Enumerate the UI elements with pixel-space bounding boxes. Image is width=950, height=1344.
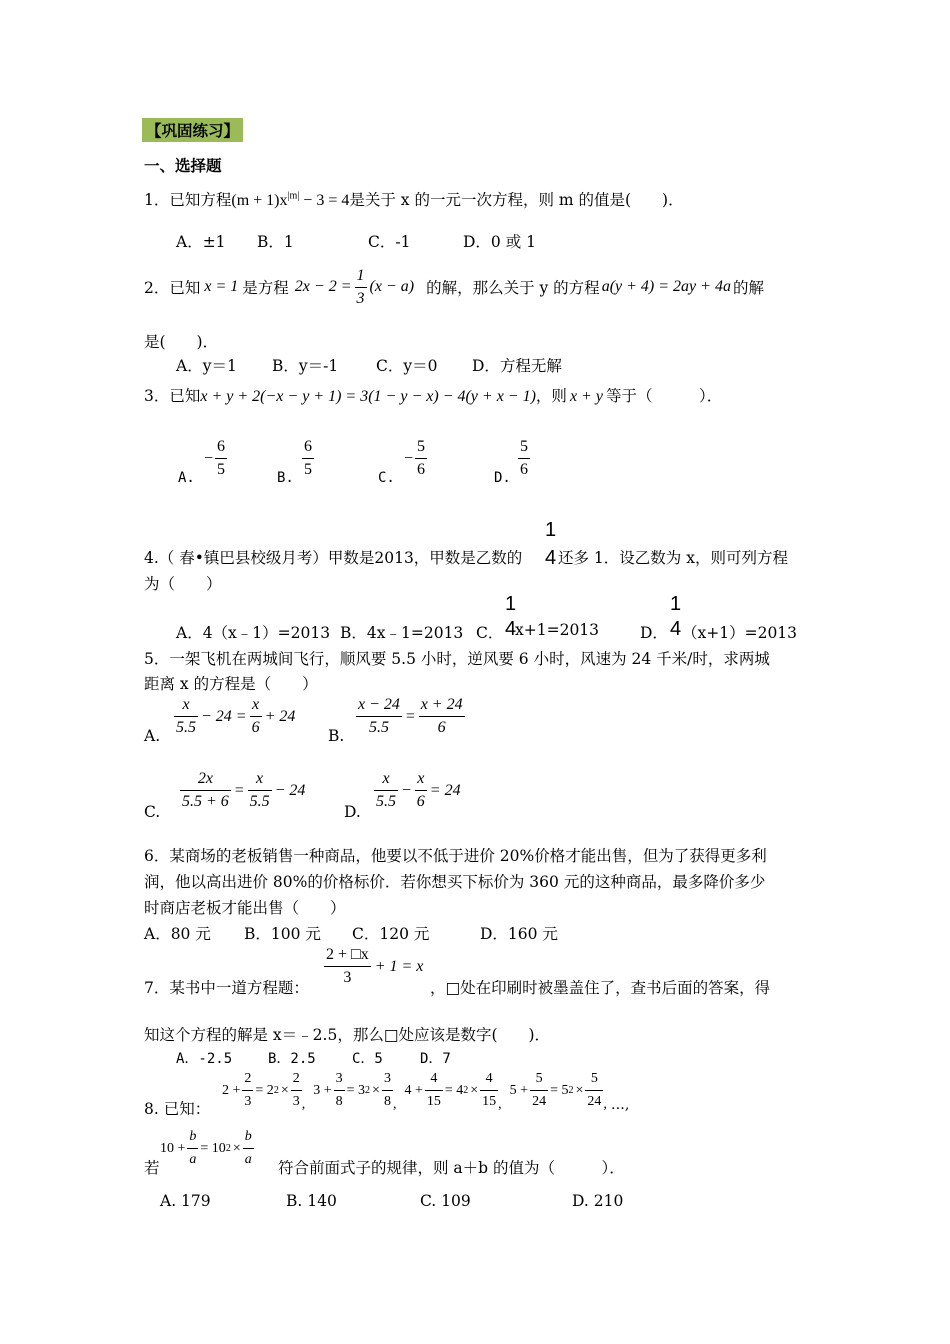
q2-option-a[interactable]: A．y＝1 bbox=[176, 357, 237, 375]
q2-option-b[interactable]: B．y＝-1 bbox=[272, 357, 339, 375]
q8-condition: 10 + $\frac{b}{a}$ = 10 2 × $\frac{b}{a}$ bbox=[160, 1126, 254, 1171]
q5-option-b[interactable]: $\frac{x - 24}{5.5}$ = $\frac{x + 24}{6}$ bbox=[358, 696, 463, 736]
q2-line2: 是( )． bbox=[144, 333, 219, 351]
q8-term: 5 + $\frac{5}{24}$ = 5 2 × $\frac{5}{24}$ , bbox=[510, 1068, 607, 1113]
q6-option-d[interactable]: D．160 元 bbox=[480, 925, 558, 943]
q4-fraction-den: 4 bbox=[545, 547, 557, 569]
q7-option-a[interactable]: A．-2.5 bbox=[176, 1051, 233, 1067]
q5-option-c[interactable]: $\frac{2x}{5.5 + 6}$ = $\frac{x}{5.5}$ − 24 bbox=[182, 770, 306, 810]
q1-equation: $(m + 1)x^{|m|} - 3 = 4$ bbox=[231, 190, 350, 209]
q4-option-b[interactable]: B．4x﹣1=2013 bbox=[340, 624, 464, 642]
q8-option-d[interactable]: D. 210 bbox=[572, 1192, 624, 1210]
q4-option-c-den: 4 bbox=[505, 618, 517, 640]
q3-option-c-label[interactable]: C. bbox=[378, 470, 395, 486]
q5-option-d-label[interactable]: D. bbox=[344, 803, 361, 821]
q5-option-d[interactable]: $\frac{x}{5.5}$ − $\frac{x}{6}$ = 24 bbox=[376, 770, 461, 810]
q5-option-a-label[interactable]: A. bbox=[144, 727, 161, 745]
q4-option-d-post[interactable]: （x+1）=2013 bbox=[682, 624, 798, 642]
q8-term: 3 + $\frac{3}{8}$ = 3 2 × $\frac{3}{8}$ , bbox=[313, 1068, 396, 1113]
q7-equation: $\frac{2 + □x}{3}$ + 1 = x bbox=[326, 946, 424, 986]
q7-post: ，□处在印刷时被墨盖住了，查书后面的答案，得 bbox=[430, 979, 771, 997]
q6-option-c[interactable]: C．120 元 bbox=[352, 925, 430, 943]
q7-option-b[interactable]: B．2.5 bbox=[268, 1051, 316, 1067]
q8-option-a[interactable]: A. 179 bbox=[160, 1192, 211, 1210]
q4-option-a[interactable]: A．4（x﹣1）=2013 bbox=[176, 624, 331, 642]
q7-option-c[interactable]: C．5 bbox=[352, 1051, 383, 1067]
q5-line1: 5．一架飞机在两城间飞行，顺风要 5.5 小时，逆风要 6 小时，风速为 24 千米/时，求两城 bbox=[144, 650, 770, 668]
q4-line1-post: 还多 1．设乙数为 x，则可列方程 bbox=[558, 549, 788, 567]
q7-line2: 知这个方程的解是 x＝﹣2.5，那么□处应该是数字( )． bbox=[144, 1026, 551, 1044]
q4-option-d-num: 1 bbox=[670, 593, 682, 615]
q8-option-c[interactable]: C. 109 bbox=[420, 1192, 471, 1210]
q5-option-c-label[interactable]: C. bbox=[144, 803, 161, 821]
q4-option-d-pre[interactable]: D． bbox=[640, 624, 668, 642]
q1-option-d[interactable]: D．0 或 1 bbox=[463, 233, 537, 251]
section-title: 一、选择题 bbox=[144, 156, 222, 175]
q5-option-a[interactable]: $\frac{x}{5.5}$ − 24 = $\frac{x}{6}$ + 24 bbox=[176, 696, 296, 736]
q8-term: 2 + $\frac{2}{3}$ = 2 2 × $\frac{2}{3}$ , bbox=[222, 1068, 305, 1113]
q4-line2: 为（ ） bbox=[144, 575, 222, 593]
q8-term: 4 + $\frac{4}{15}$ = 4 2 × $\frac{4}{15}$ , bbox=[404, 1068, 501, 1113]
q3-option-b-label[interactable]: B. bbox=[277, 470, 294, 486]
q2-option-c[interactable]: C．y＝0 bbox=[376, 357, 438, 375]
question-3: 3．已知x + y + 2(−x − y + 1) = 3(1 − y − x) − 4(y + x − 1)，则 x + y 等于（ ）． bbox=[144, 387, 723, 405]
q6-option-a[interactable]: A．80 元 bbox=[144, 925, 211, 943]
q8-ruo: 若 bbox=[144, 1159, 160, 1177]
q6-line3: 时商店老板才能出售（ ） bbox=[144, 899, 346, 917]
q1-option-a[interactable]: A．±1 bbox=[176, 233, 226, 251]
q1-option-b[interactable]: B．1 bbox=[257, 233, 294, 251]
q3-option-d-label[interactable]: D. bbox=[494, 470, 511, 486]
q3-option-a[interactable]: − $\frac{6}{5}$ bbox=[204, 438, 226, 478]
q2-equation: 2x − 2 = $\frac{1}{3}$ (x − a) bbox=[294, 266, 415, 307]
q3-equation: x + y + 2(−x − y + 1) = 3(1 − y − x) − 4(y + x − 1) bbox=[200, 388, 536, 405]
q8-pre: 8. 已知： bbox=[144, 1100, 211, 1118]
q4-option-c-post[interactable]: x+1=2013 bbox=[515, 621, 600, 639]
question-1: 1．已知方程$(m + 1)x^{|m|} - 3 = 4$是关于 x 的一元一次方程，则 m 的值是( )． bbox=[144, 190, 684, 209]
q4-option-c-pre[interactable]: C． bbox=[476, 624, 504, 642]
q6-line2: 润，他以高出进价 80%的价格标价．若你想买下标价为 360 元的这种商品，最多降价多少 bbox=[144, 873, 766, 891]
q1-option-c[interactable]: C．-1 bbox=[368, 233, 411, 251]
q5-option-b-label[interactable]: B. bbox=[328, 727, 345, 745]
q4-option-c-num: 1 bbox=[505, 593, 517, 615]
q3-option-a-label[interactable]: A. bbox=[178, 470, 195, 486]
q2-option-d[interactable]: D．方程无解 bbox=[472, 357, 562, 375]
q8-option-b[interactable]: B. 140 bbox=[286, 1192, 337, 1210]
q4-fraction-num: 1 bbox=[545, 519, 557, 541]
q8-post: 符合前面式子的规律，则 a＋b 的值为（ ）． bbox=[278, 1159, 625, 1177]
q3-option-c[interactable]: − $\frac{5}{6}$ bbox=[404, 438, 426, 478]
question-2: 2．已知 x = 1 是方程 2x − 2 = $\frac{1}{3}$ (x − a) 的解，那么关于 y 的方程 a(y + 4) = 2ay + 4a 的解 bbox=[144, 262, 764, 312]
q3-option-b[interactable]: $\frac{6}{5}$ bbox=[304, 438, 312, 478]
q4-option-d-den: 4 bbox=[670, 618, 682, 640]
q5-line2: 距离 x 的方程是（ ） bbox=[144, 675, 318, 693]
q3-option-d[interactable]: $\frac{5}{6}$ bbox=[520, 438, 528, 478]
q8-terms: 2 + $\frac{2}{3}$ = 2 2 × $\frac{2}{3}$ , 3 + $\frac{3}{8}$ = 3 2 × $\frac{3}{8}$ , 4 + $\frac{4}{15}$ = 4 2 × $\frac{4}{15}$ , 5 + $\frac{5}{24}$ = 5 2 × $\frac{5}{24}$ , …, bbox=[222, 1068, 629, 1113]
q7-pre: 7．某书中一道方程题： bbox=[144, 979, 309, 997]
q6-line1: 6．某商场的老板销售一种商品，他要以不低于进价 20%价格才能出售，但为了获得更多利 bbox=[144, 847, 767, 865]
section-badge: 【巩固练习】 bbox=[142, 118, 243, 142]
q4-line1-pre: 4.（ 春•镇巴县校级月考）甲数是2013，甲数是乙数的 bbox=[144, 549, 523, 567]
q6-option-b[interactable]: B．100 元 bbox=[244, 925, 321, 943]
q7-option-d[interactable]: D．7 bbox=[420, 1051, 451, 1067]
